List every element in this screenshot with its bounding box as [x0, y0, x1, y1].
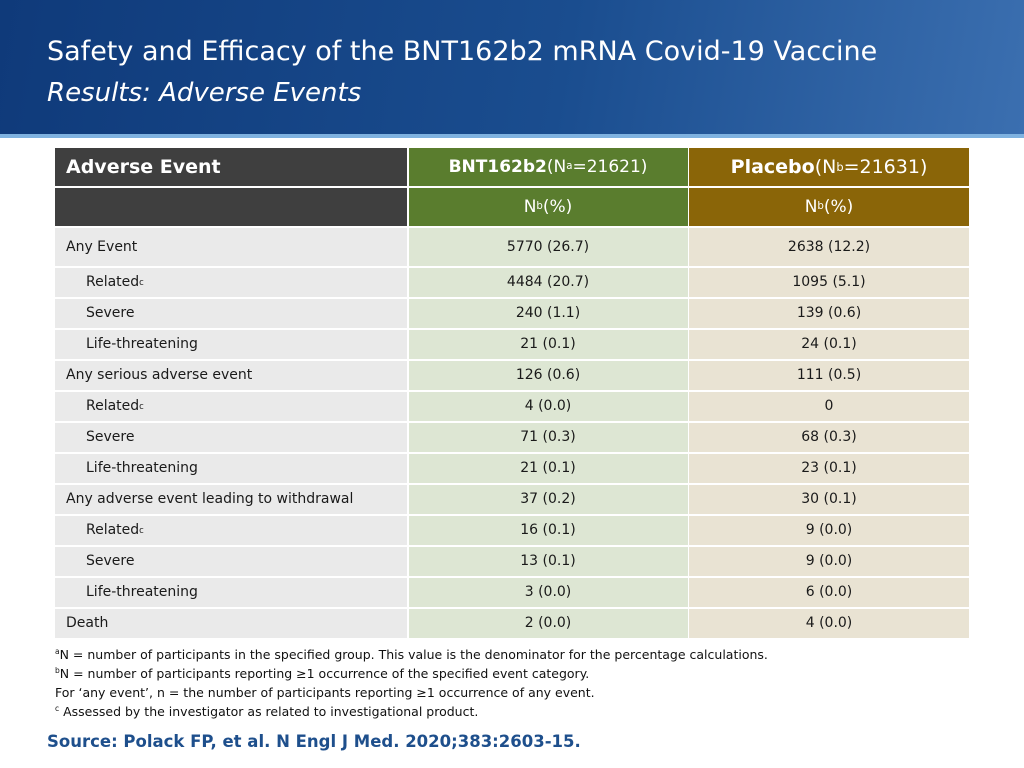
- footnote-c: [55, 702, 768, 721]
- table-row: [55, 609, 969, 639]
- cell-bnt162b2: 16 (0.1): [409, 516, 688, 546]
- source-citation: Source: Polack FP, et al. N Engl J Med. 2020;383:2603-15.: [47, 732, 581, 751]
- cell-placebo: 111 (0.5): [689, 361, 969, 391]
- row-label-text: Severe: [86, 305, 135, 322]
- table-subheader-row: [55, 188, 969, 226]
- cell-placebo: 30 (0.1): [689, 485, 969, 515]
- subheader-placebo: N b (%): [689, 188, 969, 226]
- header-adverse-event: Adverse Event: [55, 148, 407, 186]
- header-bnt162b2-prefix: (N: [546, 157, 567, 177]
- row-label-text: Any Event: [66, 239, 138, 255]
- cell-placebo: 23 (0.1): [689, 454, 969, 484]
- cell-placebo: 4 (0.0): [689, 609, 969, 639]
- table-row: [55, 516, 969, 546]
- page-subtitle: Results: Adverse Events: [47, 78, 362, 108]
- row-label-text: Severe: [86, 553, 135, 570]
- cell-bnt162b2: 5770 (26.7): [409, 228, 688, 266]
- header-placebo: Placebo (N b =21631): [689, 148, 969, 186]
- cell-bnt162b2: 240 (1.1): [409, 299, 688, 329]
- table-body: [55, 228, 969, 638]
- header-placebo-suffix: =21631): [843, 156, 928, 178]
- row-label: [55, 454, 407, 484]
- cell-placebo: 0: [689, 392, 969, 422]
- cell-placebo: 68 (0.3): [689, 423, 969, 453]
- footnote-any-event-text: For ‘any event’, n = the number of participants reporting ≥1 occurrence of any event.: [55, 685, 595, 700]
- table-row: [55, 578, 969, 608]
- cell-bnt162b2: 2 (0.0): [409, 609, 688, 639]
- subheader-bnt-pre: N: [523, 197, 537, 217]
- header-bnt162b2-name: BNT162b2: [448, 157, 547, 177]
- subheader-blank: [55, 188, 407, 226]
- table-row: [55, 361, 969, 391]
- cell-bnt162b2: 21 (0.1): [409, 454, 688, 484]
- footnote-c-marker: c: [55, 703, 60, 713]
- row-label-text: Any adverse event leading to withdrawal: [66, 491, 354, 508]
- footnote-any-event: [55, 683, 768, 702]
- table-header-row: [55, 148, 969, 186]
- table-row: [55, 547, 969, 577]
- row-label-text: Related: [86, 274, 140, 291]
- cell-bnt162b2: 4 (0.0): [409, 392, 688, 422]
- row-label: [55, 578, 407, 608]
- table-row: [55, 392, 969, 422]
- row-label-text: Any serious adverse event: [66, 367, 253, 384]
- footnote-b-text: N = number of participants reporting ≥1 occurrence of the specified event category.: [59, 666, 590, 681]
- row-label: Related c: [55, 516, 407, 546]
- table-row: [55, 330, 969, 360]
- row-label: [55, 423, 407, 453]
- cell-placebo: 1095 (5.1): [689, 268, 969, 298]
- row-label: [55, 547, 407, 577]
- cell-placebo: 9 (0.0): [689, 516, 969, 546]
- row-label: [55, 361, 407, 391]
- footnote-a-marker: a: [55, 646, 60, 656]
- cell-bnt162b2: 126 (0.6): [409, 361, 688, 391]
- cell-bnt162b2: 4484 (20.7): [409, 268, 688, 298]
- row-label-text: Life-threatening: [86, 460, 198, 477]
- row-label: [55, 485, 407, 515]
- header-placebo-prefix: (N: [814, 156, 837, 178]
- row-label: [55, 228, 407, 266]
- cell-bnt162b2: 3 (0.0): [409, 578, 688, 608]
- footnote-c-text: Assessed by the investigator as related to investigational product.: [59, 704, 479, 719]
- footnote-b: [55, 664, 768, 683]
- table-row: [55, 228, 969, 266]
- header-placebo-name: Placebo: [730, 156, 815, 178]
- row-label-text: Related: [86, 522, 140, 539]
- row-label: [55, 299, 407, 329]
- cell-placebo: 9 (0.0): [689, 547, 969, 577]
- cell-bnt162b2: 37 (0.2): [409, 485, 688, 515]
- cell-bnt162b2: 71 (0.3): [409, 423, 688, 453]
- cell-bnt162b2: 21 (0.1): [409, 330, 688, 360]
- subheader-bnt-post: (%): [542, 197, 573, 217]
- cell-placebo: 24 (0.1): [689, 330, 969, 360]
- page-title: Safety and Efficacy of the BNT162b2 mRNA Covid-19 Vaccine: [47, 36, 878, 67]
- title-banner: [0, 0, 1024, 137]
- row-label: [55, 330, 407, 360]
- row-label: Related c: [55, 392, 407, 422]
- row-label-text: Severe: [86, 429, 135, 446]
- row-label: [55, 609, 407, 639]
- table-row: [55, 485, 969, 515]
- footnotes: [55, 645, 768, 721]
- subheader-bnt162b2: N b (%): [409, 188, 688, 226]
- header-bnt162b2-suffix: =21621): [572, 157, 648, 177]
- table-row: [55, 423, 969, 453]
- row-label-text: Life-threatening: [86, 584, 198, 601]
- row-label-text: Death: [66, 615, 109, 632]
- table-row: [55, 454, 969, 484]
- footnote-a-text: N = number of participants in the specified group. This value is the denominator for the percentage calculations.: [59, 647, 768, 662]
- row-label-text: Life-threatening: [86, 336, 198, 353]
- row-label: Related c: [55, 268, 407, 298]
- cell-placebo: 139 (0.6): [689, 299, 969, 329]
- footnote-a: [55, 645, 768, 664]
- adverse-events-table: [55, 148, 969, 638]
- table-row: [55, 299, 969, 329]
- cell-placebo: 6 (0.0): [689, 578, 969, 608]
- subheader-placebo-post: (%): [823, 197, 854, 217]
- table-row: [55, 268, 969, 298]
- cell-bnt162b2: 13 (0.1): [409, 547, 688, 577]
- row-label-text: Related: [86, 398, 140, 415]
- subheader-placebo-pre: N: [804, 197, 818, 217]
- footnote-b-marker: b: [55, 665, 60, 675]
- header-bnt162b2: BNT162b2 (N a =21621): [409, 148, 688, 186]
- banner-divider: [0, 134, 1024, 138]
- cell-placebo: 2638 (12.2): [689, 228, 969, 266]
